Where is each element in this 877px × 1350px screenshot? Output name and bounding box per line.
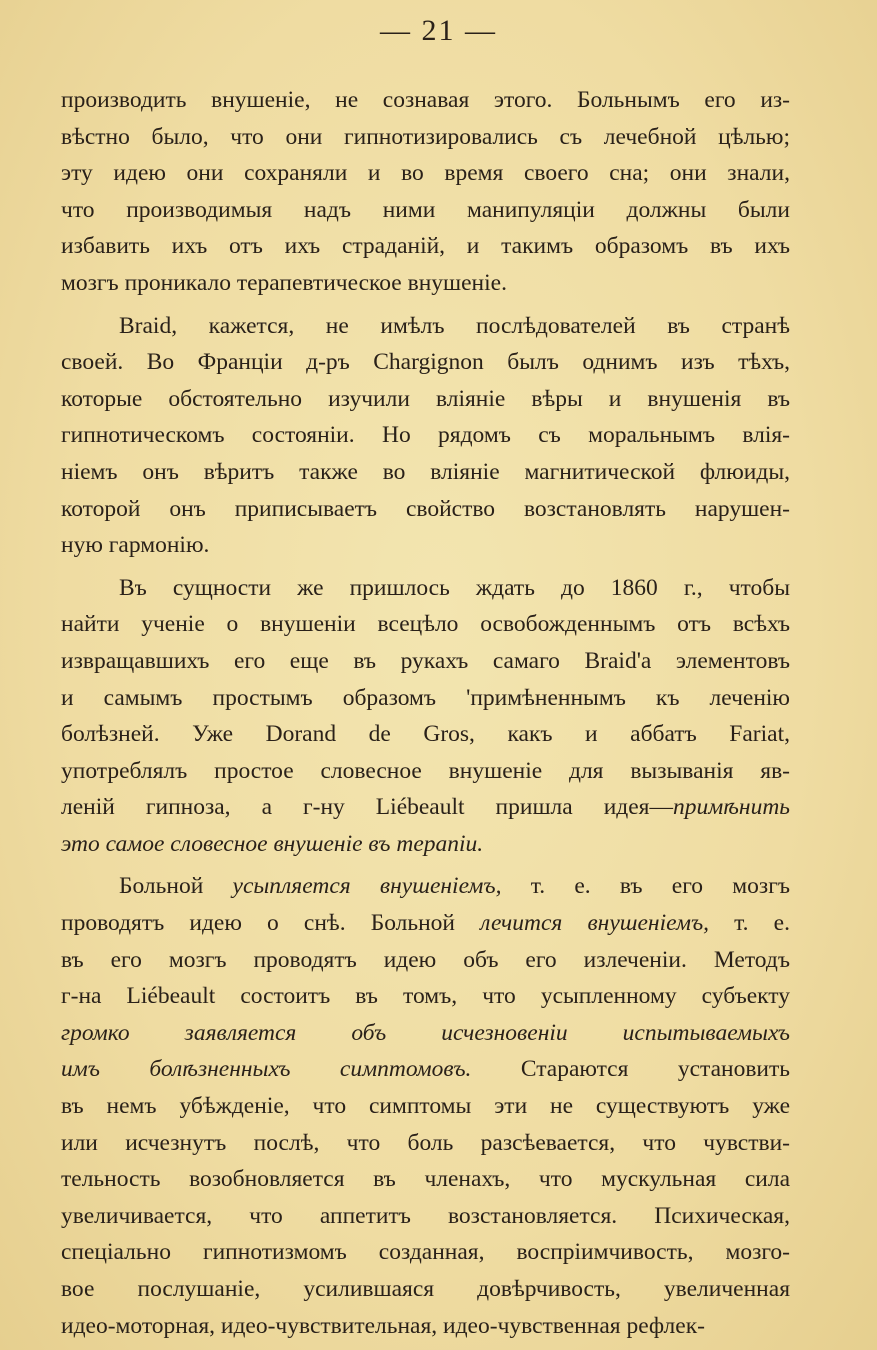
text-run: болѣзней. Уже Dorand de Gros, какъ и аббатъ Fariat, [61, 721, 790, 748]
text-line [61, 868, 790, 905]
italic-text: громко заявляется объ исчезновеніи испытываемыхъ [61, 1019, 790, 1046]
paragraph [61, 308, 790, 564]
text-line [61, 1308, 790, 1345]
body-text [61, 82, 790, 1344]
text-line [61, 1234, 790, 1271]
text-run: идео-моторная, идео-чувствительная, идео-чувственная рефлек- [61, 1312, 705, 1339]
text-run: которой онъ приписываетъ свойство возстановлять нарушен- [61, 495, 790, 522]
text-run: избавить ихъ отъ ихъ страданій, и такимъ образомъ въ ихъ [61, 233, 790, 260]
text-line [61, 1051, 790, 1088]
text-run: эту идею они сохраняли и во время своего сна; они знали, [61, 160, 790, 187]
text-run: спеціально гипнотизмомъ созданная, воспріимчивость, мозго- [61, 1239, 790, 1266]
text-run: извращавшихъ его еще въ рукахъ самаго Braid'а элементовъ [61, 647, 790, 674]
text-line [61, 381, 790, 418]
text-run: Въ сущности же пришлось ждать до 1860 г., чтобы [119, 574, 790, 601]
text-run: найти ученіе о внушеніи всецѣло освобожденнымъ отъ всѣхъ [61, 611, 790, 638]
text-line [61, 228, 790, 265]
text-line [61, 82, 790, 119]
text-line [61, 1161, 790, 1198]
text-line [61, 491, 790, 528]
text-line [61, 1088, 790, 1125]
text-run: т. е. въ его мозгъ [501, 873, 790, 900]
text-line [61, 527, 790, 564]
text-line [61, 265, 790, 302]
text-run: увеличивается, что аппетитъ возстановляется. Психическая, [61, 1202, 790, 1229]
text-run: ную гармонію. [61, 532, 210, 559]
text-line [61, 789, 790, 826]
text-run: проводятъ идею о снѣ. Больной [61, 910, 481, 937]
text-run: и самымъ простымъ образомъ 'примѣненнымъ къ леченію [61, 684, 790, 711]
text-line [61, 1125, 790, 1162]
text-run: которые обстоятельно изучили вліяніе вѣры и внушенія въ [61, 385, 790, 412]
text-line [61, 1015, 790, 1052]
text-line [61, 978, 790, 1015]
italic-text: усыпляется внушеніемъ, [232, 873, 502, 900]
text-line [61, 417, 790, 454]
paragraph [61, 868, 790, 1344]
text-run: въ его мозгъ проводятъ идею объ его излеченіи. Методъ [61, 946, 790, 973]
text-run: или исчезнутъ послѣ, что боль разсѣевается, что чувстви- [61, 1129, 790, 1156]
paragraph [61, 570, 790, 863]
text-run: что производимыя надъ ними манипуляціи должны были [61, 196, 790, 223]
text-run: г-на Liébeault состоитъ въ томъ, что усыпленному субъекту [61, 983, 790, 1010]
text-line [61, 905, 790, 942]
text-line [61, 1271, 790, 1308]
text-line [61, 1198, 790, 1235]
text-run: леній гипноза, а г-ну Liébeault пришла идея— [61, 794, 673, 821]
text-line [61, 155, 790, 192]
italic-text: имъ болѣзненныхъ симптомовъ. [61, 1056, 472, 1083]
text-run: вѣстно было, что они гипнотизировались съ лечебной цѣлью; [61, 123, 790, 150]
text-run: мозгъ проникало терапевтическое внушеніе. [61, 269, 507, 296]
text-run: производить внушеніе, не сознавая этого. Больнымъ его из- [61, 87, 790, 113]
text-line [61, 454, 790, 491]
text-line [61, 753, 790, 790]
text-run: Больной [119, 873, 233, 900]
text-run: т. е. [709, 910, 790, 937]
text-run: вое послушаніе, усилившаяся довѣрчивость, увеличенная [61, 1276, 790, 1302]
text-run: Braid, кажется, не имѣлъ послѣдователей въ странѣ [119, 312, 790, 339]
text-line [61, 680, 790, 717]
italic-text: лечится внушеніемъ, [480, 910, 710, 937]
text-run: ніемъ онъ вѣритъ также во вліяніе магнитической флюиды, [61, 458, 790, 485]
text-line [61, 643, 790, 680]
text-line [61, 192, 790, 229]
text-run: въ немъ убѣжденіе, что симптомы эти не существуютъ уже [61, 1093, 790, 1120]
italic-text: примѣнить [673, 794, 790, 821]
text-line [61, 606, 790, 643]
page-number: — 21 — [380, 14, 497, 47]
text-line [61, 716, 790, 753]
paragraph [61, 82, 790, 302]
text-run: Стараются установить [471, 1056, 790, 1083]
text-line [61, 826, 790, 863]
text-run: употреблялъ простое словесное внушеніе для вызыванія яв- [61, 757, 790, 784]
italic-text: это самое словесное внушеніе въ терапіи. [61, 830, 484, 857]
text-run: тельность возобновляется въ членахъ, что мускульная сила [61, 1166, 790, 1193]
text-line [61, 308, 790, 345]
text-line [61, 119, 790, 156]
text-line [61, 570, 790, 607]
text-run: гипнотическомъ состояніи. Но рядомъ съ моральнымъ влія- [61, 422, 790, 449]
text-line [61, 942, 790, 979]
text-run: своей. Во Франціи д-ръ Chargignon былъ однимъ изъ тѣхъ, [61, 349, 790, 376]
text-line [61, 344, 790, 381]
